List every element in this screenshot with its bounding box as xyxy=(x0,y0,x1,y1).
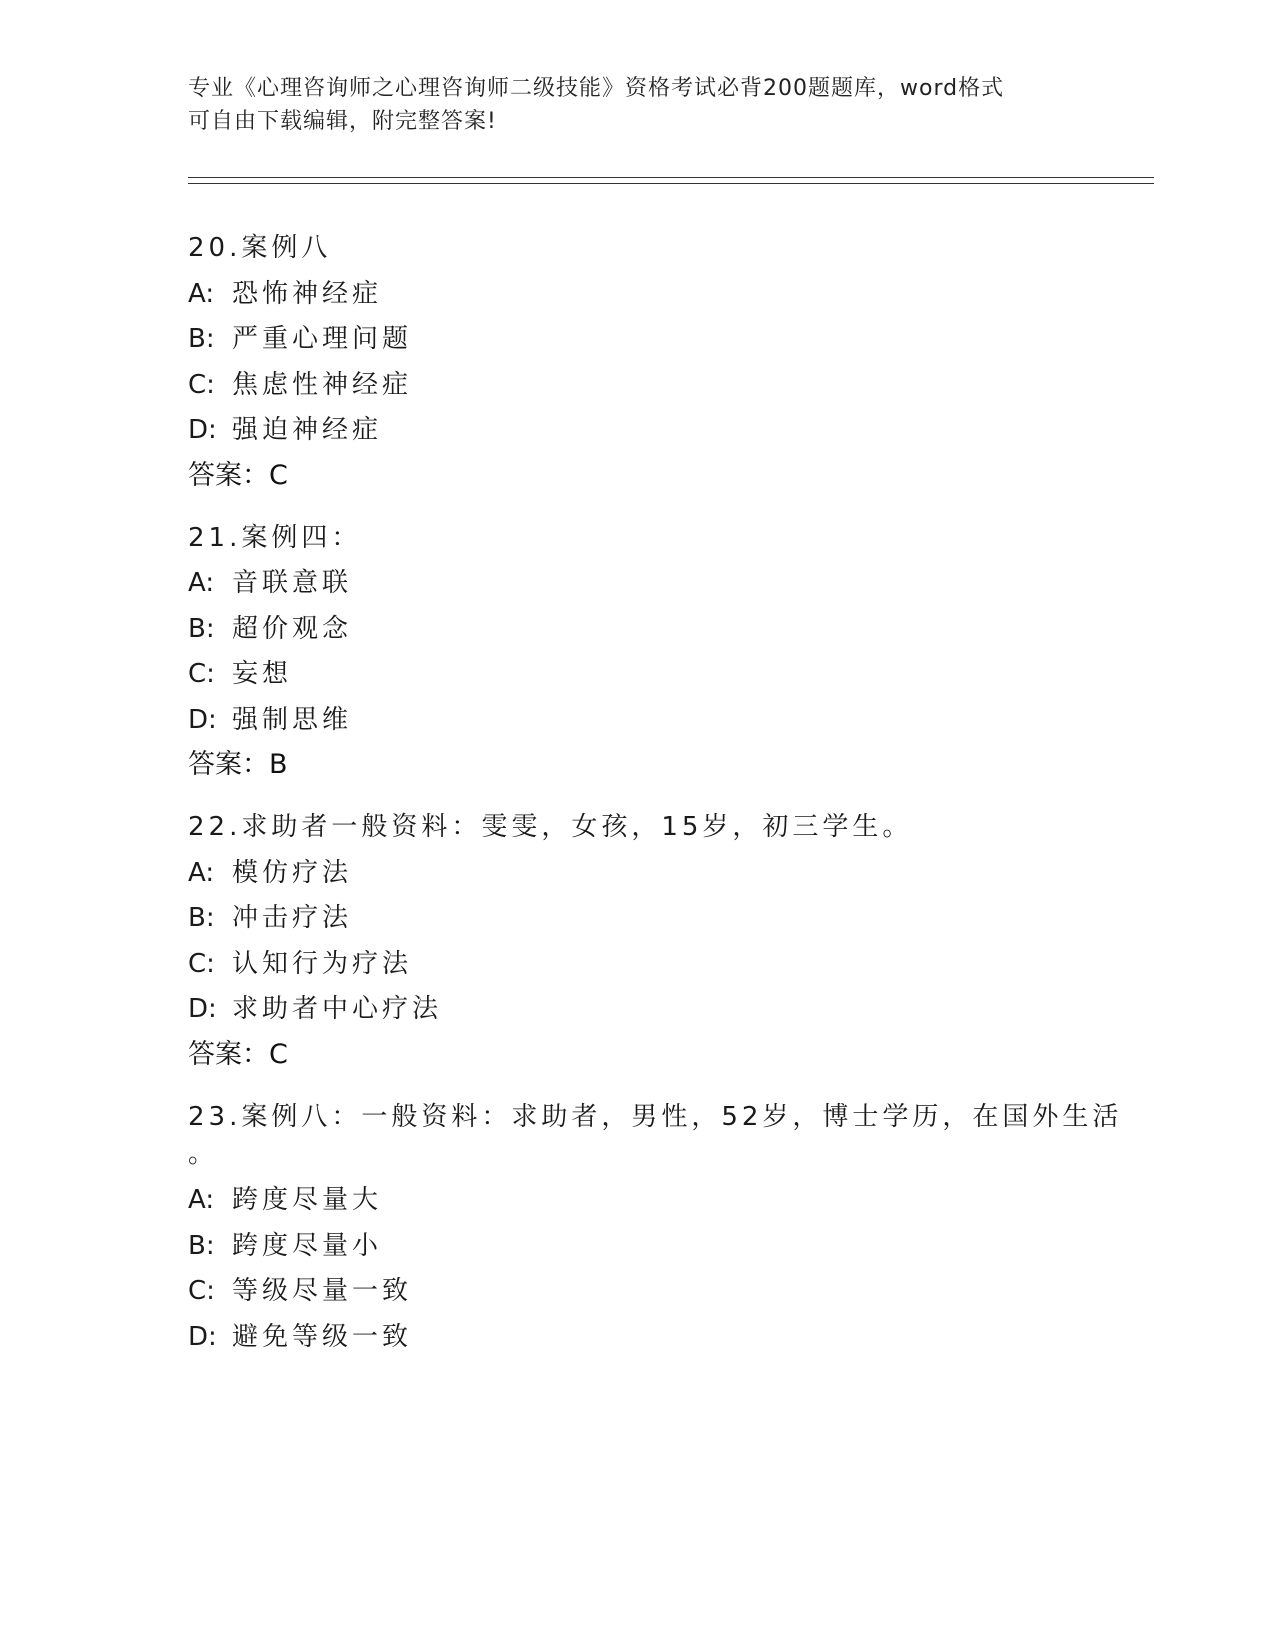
question-stem: 22.求助者一般资料：雯雯，女孩，15岁，初三学生。 xyxy=(188,812,913,842)
option-text: 音联意联 xyxy=(232,568,353,598)
option-letter: A: xyxy=(188,857,215,888)
option-text: 认知行为疗法 xyxy=(232,948,413,979)
option-letter: D: xyxy=(188,994,217,1024)
option-text: 避免等级一致 xyxy=(232,1321,413,1352)
answer-line: 答案：B xyxy=(188,749,288,780)
header-title-line-2: 可自由下载编辑，附完整答案! xyxy=(188,109,497,134)
header-divider-top xyxy=(188,177,1154,178)
header-title-line-1: 专业《心理咨询师之心理咨询师二级技能》资格考试必背200题题库，word格式 xyxy=(188,76,1005,101)
option-letter: D: xyxy=(188,1321,217,1352)
option-b xyxy=(188,323,1138,355)
option-text: 强迫神经症 xyxy=(232,415,383,445)
question-20 xyxy=(188,232,1138,492)
option-letter: A: xyxy=(188,568,215,598)
option-a xyxy=(188,857,1138,889)
option-text: 强制思维 xyxy=(232,704,353,735)
option-d xyxy=(188,1321,1138,1353)
option-d xyxy=(188,414,1138,446)
option-letter: D: xyxy=(188,415,217,445)
question-23 xyxy=(188,1101,1138,1353)
option-c xyxy=(188,369,1138,401)
option-b xyxy=(188,1230,1138,1262)
question-22 xyxy=(188,811,1138,1071)
option-b xyxy=(188,613,1138,645)
header-divider-bottom xyxy=(188,183,1154,184)
option-b xyxy=(188,902,1138,934)
option-d xyxy=(188,993,1138,1025)
option-text: 妄想 xyxy=(232,659,293,689)
question-list xyxy=(188,232,1138,1383)
option-letter: C: xyxy=(188,659,215,689)
option-letter: C: xyxy=(188,1276,215,1306)
option-text: 严重心理问题 xyxy=(232,324,413,354)
document-header xyxy=(188,72,1088,138)
option-text: 等级尽量一致 xyxy=(232,1276,413,1306)
answer-line: 答案：C xyxy=(188,459,288,491)
option-letter: B: xyxy=(188,1230,215,1261)
option-a xyxy=(188,278,1138,310)
question-stem: 20.案例八 xyxy=(188,233,332,263)
option-c xyxy=(188,948,1138,980)
option-letter: A: xyxy=(188,1185,215,1215)
option-text: 冲击疗法 xyxy=(232,903,353,933)
option-text: 超价观念 xyxy=(232,613,353,644)
option-text: 跨度尽量大 xyxy=(232,1185,383,1215)
option-text: 求助者中心疗法 xyxy=(232,994,443,1024)
option-letter: D: xyxy=(188,704,217,735)
option-letter: B: xyxy=(188,903,215,933)
option-text: 跨度尽量小 xyxy=(232,1230,383,1261)
option-a xyxy=(188,1184,1138,1216)
option-letter: B: xyxy=(188,324,215,354)
option-letter: B: xyxy=(188,613,215,644)
option-text: 模仿疗法 xyxy=(232,857,353,888)
option-c xyxy=(188,1275,1138,1307)
option-letter: C: xyxy=(188,948,215,979)
option-letter: C: xyxy=(188,369,215,400)
question-21 xyxy=(188,522,1138,782)
option-text: 恐怖神经症 xyxy=(232,278,383,309)
option-a xyxy=(188,567,1138,599)
answer-line: 答案：C xyxy=(188,1038,288,1070)
question-stem-continuation: 。 xyxy=(188,1139,215,1169)
question-stem: 21.案例四： xyxy=(188,522,362,553)
option-c xyxy=(188,658,1138,690)
question-stem: 23.案例八：一般资料：求助者，男性，52岁，博士学历，在国外生活 xyxy=(188,1101,1123,1132)
option-d xyxy=(188,704,1138,736)
option-text: 焦虑性神经症 xyxy=(232,369,413,400)
option-letter: A: xyxy=(188,278,215,309)
